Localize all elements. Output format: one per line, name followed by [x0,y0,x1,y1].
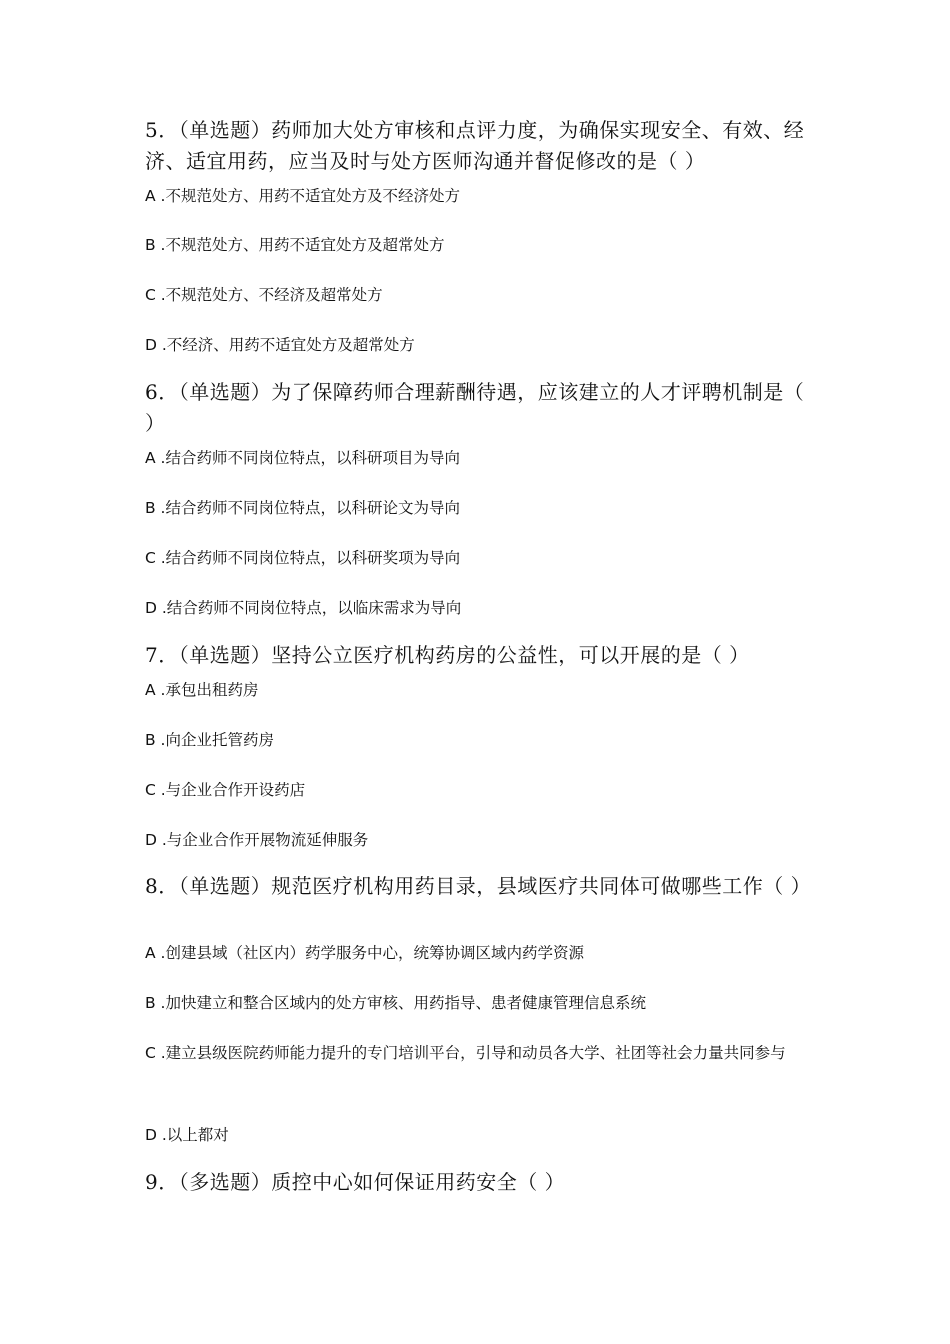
question-6-option-c: C .结合药师不同岗位特点，以科研奖项为导向 [145,549,461,567]
question-5-option-b: B .不规范处方、用药不适宜处方及超常处方 [145,236,445,254]
question-5-stem: 5．（单选题）药师加大处方审核和点评力度，为确保实现安全、有效、经济、适宜用药，应当及时与处方医师沟通并督促修改的是（ ） [145,118,805,173]
question-6-option-a: A .结合药师不同岗位特点，以科研项目为导向 [145,449,460,467]
question-5-option-d: D .不经济、用药不适宜处方及超常处方 [145,336,415,354]
question-7-option-b: B .向企业托管药房 [145,731,274,749]
question-6-stem: 6．（单选题）为了保障药师合理薪酬待遇，应该建立的人才评聘机制是（ ） [145,380,805,435]
question-8-option-b: B .加快建立和整合区域内的处方审核、用药指导、患者健康管理信息系统 [145,994,646,1012]
question-8-option-a: A .创建县域（社区内）药学服务中心，统筹协调区域内药学资源 [145,944,584,962]
question-8-option-d: D .以上都对 [145,1126,229,1144]
question-7-option-c: C .与企业合作开设药店 [145,781,306,799]
question-6-option-b: B .结合药师不同岗位特点，以科研论文为导向 [145,499,460,517]
question-5-option-c: C .不规范处方、不经济及超常处方 [145,286,383,304]
question-8-option-c: C .建立县级医院药师能力提升的专门培训平台，引导和动员各大学、社团等社会力量共同参与 [145,1044,786,1062]
question-7-stem: 7．（单选题）坚持公立医疗机构药房的公益性，可以开展的是（ ） [145,643,750,667]
question-7-option-d: D .与企业合作开展物流延伸服务 [145,831,369,849]
question-9-stem: 9．（多选题）质控中心如何保证用药安全（ ） [145,1170,566,1194]
question-5-option-a: A .不规范处方、用药不适宜处方及不经济处方 [145,187,460,205]
question-8-stem: 8．（单选题）规范医疗机构用药目录，县域医疗共同体可做哪些工作（ ） [145,874,812,898]
question-6-option-d: D .结合药师不同岗位特点，以临床需求为导向 [145,599,462,617]
question-7-option-a: A .承包出租药房 [145,681,259,699]
